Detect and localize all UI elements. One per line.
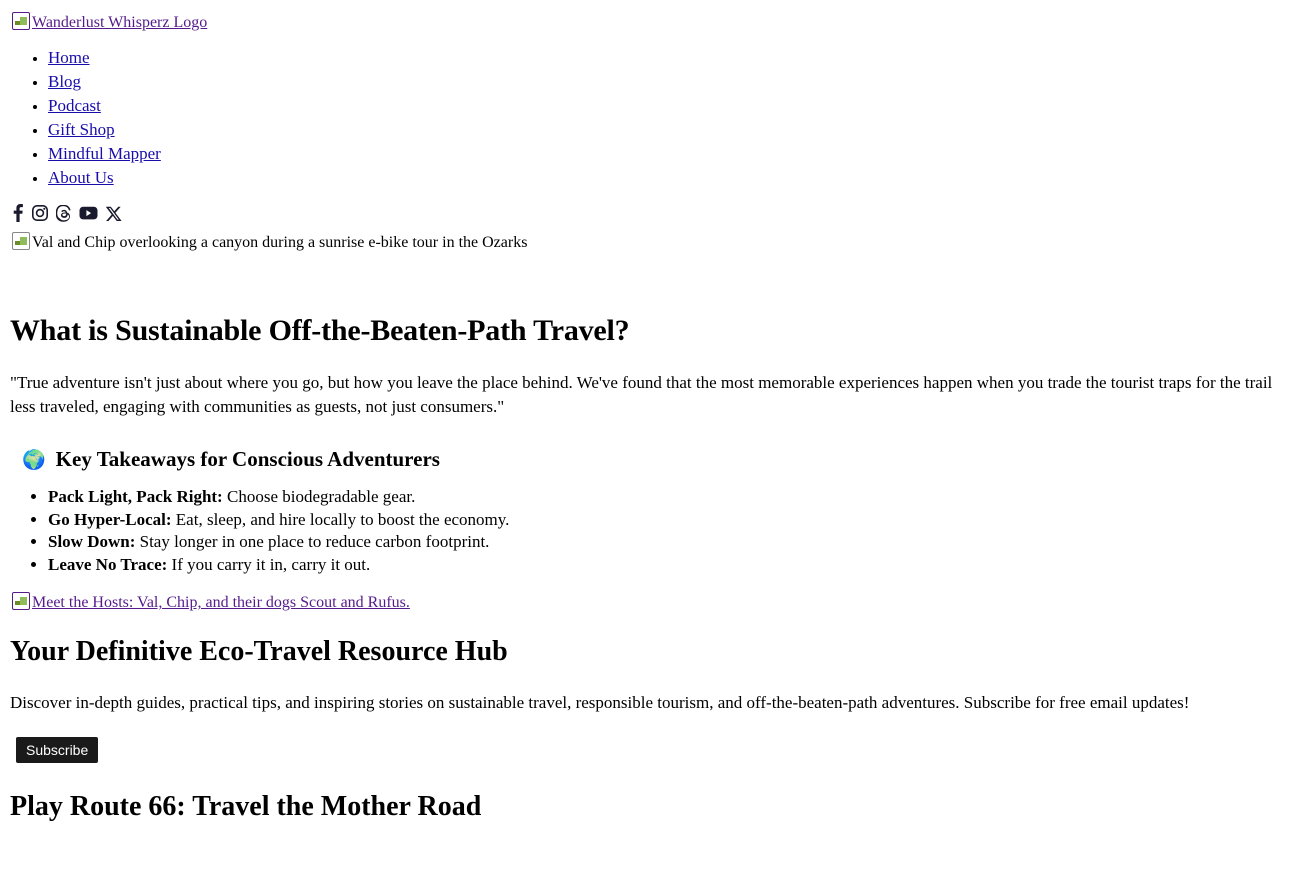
key-takeaways-heading-text: Key Takeaways for Conscious Adventurers bbox=[55, 446, 440, 471]
key-takeaways-list bbox=[8, 486, 1295, 576]
nav-link-gift-shop[interactable]: Gift Shop bbox=[48, 120, 115, 139]
nav-item-about-us[interactable] bbox=[48, 166, 1295, 190]
route-66-heading: Play Route 66: Travel the Mother Road bbox=[10, 790, 482, 822]
resource-hub-heading: Your Definitive Eco-Travel Resource Hub bbox=[10, 636, 508, 668]
broken-image-icon bbox=[12, 592, 30, 610]
list-item bbox=[48, 531, 1295, 554]
intro-quote: "True adventure isn't just about where you go, but how you leave the place behind. We've found that the most memorable experiences happen when you trade the tourist traps for the trail less traveled, engaging with communities as guests, not just consumers." bbox=[10, 372, 1273, 416]
key-takeaways-heading bbox=[22, 447, 1295, 472]
youtube-icon[interactable] bbox=[79, 204, 102, 221]
globe-icon: 🌍 bbox=[22, 448, 46, 471]
broken-image-icon bbox=[12, 232, 30, 250]
site-logo[interactable] bbox=[12, 12, 1295, 32]
x-twitter-icon[interactable] bbox=[106, 204, 126, 221]
nav-item-podcast[interactable] bbox=[48, 94, 1295, 118]
nav-item-mindful-mapper[interactable] bbox=[48, 142, 1295, 166]
social-links bbox=[12, 204, 1295, 222]
takeaway-desc: Eat, sleep, and hire locally to boost the economy. bbox=[175, 509, 510, 529]
list-item bbox=[48, 509, 1295, 532]
nav-link-mindful-mapper[interactable]: Mindful Mapper bbox=[48, 144, 161, 163]
subscribe-button[interactable]: Subscribe bbox=[16, 737, 98, 763]
nav-link-about-us[interactable]: About Us bbox=[48, 168, 114, 187]
list-item bbox=[48, 486, 1295, 509]
hero-image bbox=[12, 232, 1295, 252]
hosts-link[interactable] bbox=[12, 592, 410, 612]
primary-navigation bbox=[8, 46, 1295, 190]
instagram-icon[interactable] bbox=[32, 204, 52, 221]
nav-link-podcast[interactable]: Podcast bbox=[48, 96, 101, 115]
takeaway-term: Slow Down: bbox=[48, 532, 136, 552]
nav-item-home[interactable] bbox=[48, 46, 1295, 70]
site-logo-alt-text: Wanderlust Whisperz Logo bbox=[32, 14, 208, 31]
nav-list bbox=[8, 46, 1295, 190]
hero-image-placeholder bbox=[12, 232, 527, 252]
hosts-link-alt-text: Meet the Hosts: Val, Chip, and their dogs Scout and Rufus. bbox=[32, 594, 410, 612]
takeaway-term: Pack Light, Pack Right: bbox=[48, 486, 223, 506]
nav-item-gift-shop[interactable] bbox=[48, 118, 1295, 142]
page-title: What is Sustainable Off-the-Beaten-Path Travel? bbox=[10, 314, 630, 347]
nav-link-blog[interactable]: Blog bbox=[48, 72, 82, 91]
hero-spacer bbox=[8, 252, 1295, 314]
list-item bbox=[48, 554, 1295, 577]
takeaway-desc: Choose biodegradable gear. bbox=[226, 486, 416, 506]
takeaway-term: Go Hyper-Local: bbox=[48, 509, 172, 529]
threads-icon[interactable] bbox=[56, 204, 75, 221]
nav-item-blog[interactable] bbox=[48, 70, 1295, 94]
hero-image-alt-text: Val and Chip overlooking a canyon during a sunrise e-bike tour in the Ozarks bbox=[32, 234, 528, 251]
broken-image-icon bbox=[12, 12, 30, 30]
hosts-image-link[interactable] bbox=[12, 592, 1295, 612]
facebook-icon[interactable] bbox=[12, 204, 28, 221]
takeaway-desc: Stay longer in one place to reduce carbon footprint. bbox=[139, 532, 490, 552]
nav-link-home[interactable]: Home bbox=[48, 48, 90, 67]
resource-hub-description: Discover in-depth guides, practical tips, and inspiring stories on sustainable travel, responsible tourism, and off-the-beaten-path adventures. Subscribe for free email updates! bbox=[10, 692, 1190, 712]
site-logo-link[interactable] bbox=[12, 12, 207, 32]
takeaway-term: Leave No Trace: bbox=[48, 554, 168, 574]
takeaway-desc: If you carry it in, carry it out. bbox=[171, 554, 371, 574]
